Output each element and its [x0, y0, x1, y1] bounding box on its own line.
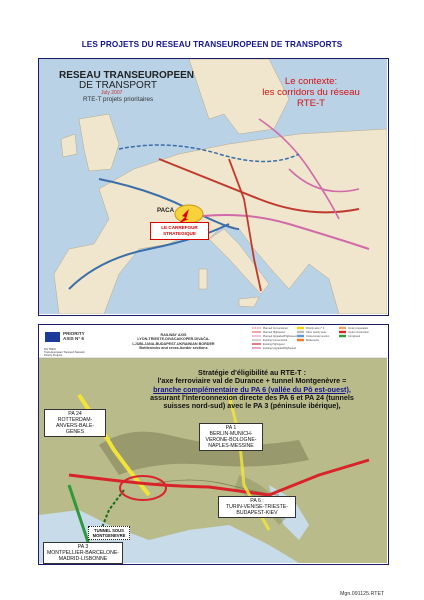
- context-heading: [251, 76, 371, 109]
- callout-line2: STRATEGIQUE: [163, 231, 196, 236]
- strategy-line5: suisses nord-sud) avec le PA 3 (péninsule ibérique),: [163, 401, 341, 411]
- priority-axis-6-map: [38, 324, 389, 565]
- legend-item: Cross-border section: [306, 334, 330, 338]
- pa3-line3: MADRID-LISBONNE: [58, 556, 108, 562]
- pa1-line1: PA 1: [225, 425, 237, 431]
- strategy-line1: Stratégie d'éligibilité au RTE-T :: [198, 368, 306, 377]
- dg-tren-block: [44, 348, 104, 357]
- rail-title-line4: Bottlenecks and cross-border sections: [139, 346, 208, 351]
- strategy-line4: assurant l'interconnexion directe des PA 6 et PA 24 (tunnels: [150, 392, 354, 402]
- pa3-line2: MONTPELLIER-BARCELONE-: [46, 550, 120, 556]
- legend-item: Priority axis n° 6: [306, 326, 325, 330]
- context-line1: Le contexte:: [284, 76, 338, 87]
- network-title-line2: DE TRANSPORT: [79, 80, 157, 91]
- dg-label: DG TREN: [44, 348, 56, 351]
- tunnel-line1: TUNNEL SOUS: [94, 528, 124, 533]
- pa3-line1: PA 3: [77, 544, 89, 550]
- legend-item: Under construction: [348, 330, 369, 334]
- pa24-line1: PA 24: [68, 411, 82, 417]
- pa1-line3: VERONE-BOLOGNE-: [205, 437, 257, 443]
- eligibility-strategy-text: [127, 369, 377, 410]
- legend-item: Under preparation: [348, 326, 369, 330]
- railway-axis-title: [116, 333, 231, 351]
- eu-flag-icon: [45, 332, 60, 342]
- montgenevre-tunnel-label: [88, 526, 130, 540]
- rail-title-line1: RAILWAY AXIS: [160, 333, 187, 337]
- pa24-line3: ANVERS-BALE-: [55, 423, 95, 429]
- pa1-line2: BERLIN-MUNICH-: [209, 431, 253, 437]
- legend-item: Planned Conventional: [263, 326, 288, 330]
- pa1-label: [199, 423, 263, 451]
- pa6-label: [218, 496, 296, 518]
- strategy-line2: l'axe ferroviaire val de Durance + tunnel Montgenèvre =: [157, 376, 347, 386]
- pa6-line2: TURIN-VENISE-TRIESTE-: [226, 504, 288, 510]
- tunnel-line2: MONTGENEVRE: [92, 533, 126, 538]
- pa24-label: [44, 409, 106, 437]
- legend-item: Existing Highspeed: [263, 342, 285, 346]
- pa24-line4: GENES: [65, 429, 85, 435]
- callout-line1: LE CARREFOUR: [161, 225, 198, 230]
- paca-label: PACA: [157, 207, 175, 214]
- document-reference: Mgn.091125.RTET: [340, 591, 385, 597]
- pa6-line3: BUDAPEST-KIEV: [236, 510, 278, 516]
- network-subtitle: RTE-T projets prioritaires: [83, 96, 154, 103]
- legend-item: Planned Highspeed: [263, 330, 285, 334]
- page-title: LES PROJETS DU RESEAU TRANSEUROPEEN DE TRANSPORTS: [81, 40, 343, 49]
- pa1-line4: NAPLES-MESSINE: [208, 443, 254, 449]
- legend-item: Planned Upgraded/Highspeed: [263, 334, 297, 338]
- legend-item: Existing Conventional: [263, 338, 288, 342]
- legend-item: Completed: [348, 334, 361, 338]
- rail-title-line3: LJUBLJANA-BUDAPEST-UKRAINIAN BORDER: [132, 341, 215, 346]
- priority-axis-heading: [63, 331, 85, 341]
- pa3-label: [43, 542, 123, 564]
- ten-t-overview-map: [38, 58, 389, 316]
- legend-item: Bottlenecks: [306, 338, 319, 342]
- pa24-line2: ROTTERDAM-: [57, 417, 93, 423]
- legend-item: Other priority axes: [306, 330, 327, 334]
- tent-label-line2: Priority Projects: [44, 354, 63, 357]
- rail-title-line2: LYON-TRIESTE-DIVACA/KOPER-DIVAČA-: [137, 337, 210, 342]
- priority-line2: AXIS N° 6: [63, 336, 84, 342]
- tent-label-line1: Trans-European Transport Network: [44, 351, 85, 354]
- strategic-crossroads-callout: [150, 222, 209, 240]
- priority-line1: PRIORITY: [63, 331, 85, 336]
- network-year: July 2007: [101, 90, 123, 96]
- legend-item: Existing Upgraded/Highspeed: [263, 346, 297, 350]
- context-line2: les corridors du réseau RTE-T: [262, 87, 360, 109]
- strategy-line3: branche complémentaire du PA 6 (vallée du Pô est-ouest),: [153, 384, 351, 394]
- pa6-line1: PA 6 :: [250, 498, 264, 504]
- network-title-line1: RESEAU TRANSEUROPEEN: [59, 70, 195, 81]
